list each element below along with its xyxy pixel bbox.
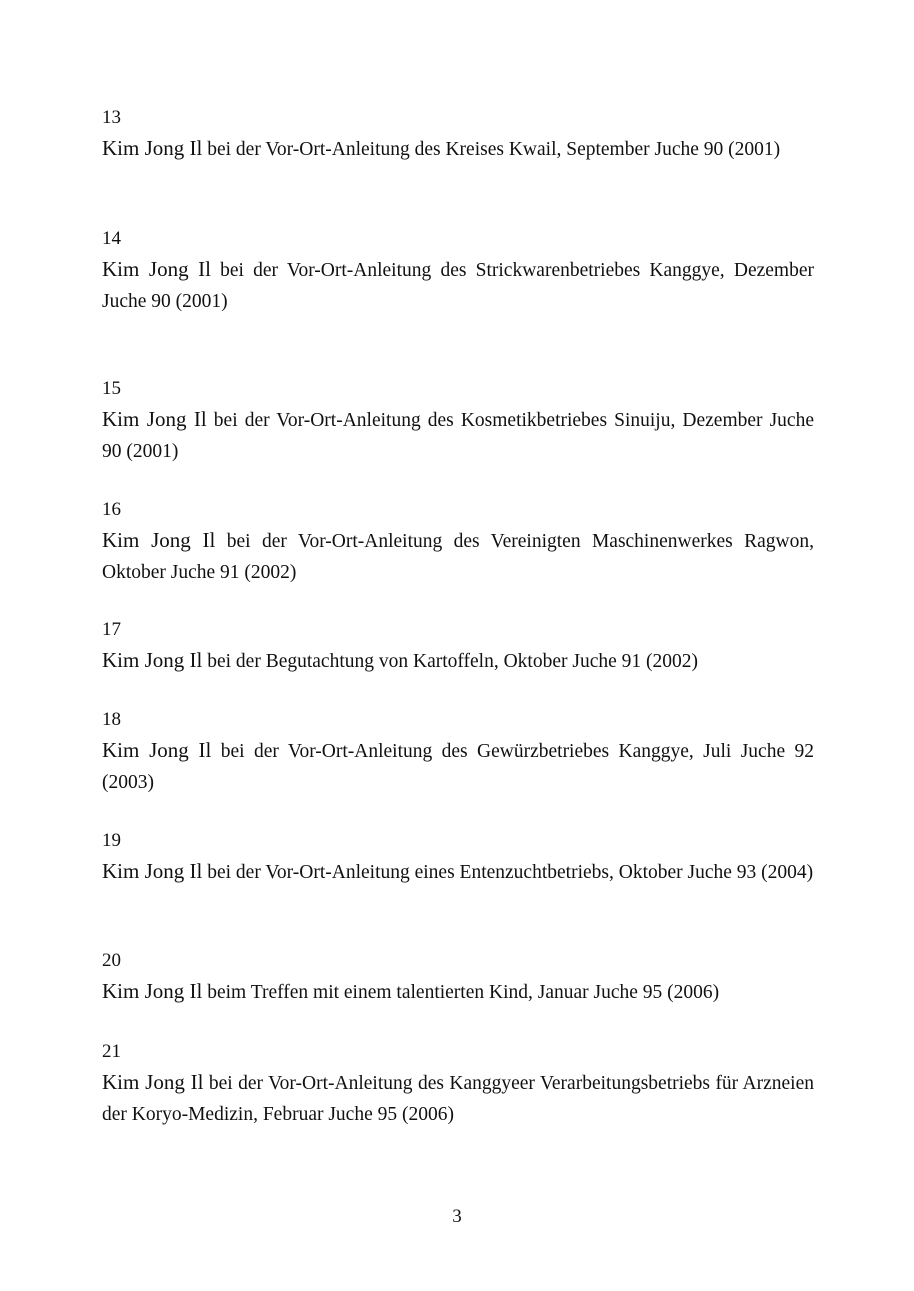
caption-entry-20 [102, 946, 814, 1008]
caption-lead: Kim Jong Il [102, 528, 216, 552]
caption-lead: Kim Jong Il [102, 257, 211, 281]
caption-entry-15 [102, 374, 814, 467]
caption-rest: bei der Vor-Ort-Anleitung des Gewürzbetriebes Kanggye, Juli Juche 92 (2003) [102, 741, 814, 793]
caption-rest: bei der Begutachtung von Kartoffeln, Oktober Juche 91 (2002) [202, 651, 699, 672]
caption-entry-13 [102, 103, 814, 165]
caption-entry-17 [102, 615, 814, 677]
caption-number: 21 [102, 1041, 121, 1062]
caption-text [102, 645, 814, 677]
caption-text [102, 1067, 814, 1130]
caption-lead: Kim Jong Il [102, 407, 207, 431]
caption-rest: beim Treffen mit einem talentierten Kind, Januar Juche 95 (2006) [202, 982, 720, 1003]
caption-number: 17 [102, 619, 121, 640]
caption-entry-18 [102, 705, 814, 798]
page-number: 3 [452, 1206, 462, 1227]
caption-entry-14 [102, 224, 814, 317]
caption-lead: Kim Jong Il [102, 136, 203, 160]
caption-entry-16 [102, 495, 814, 588]
caption-number: 20 [102, 950, 121, 971]
caption-lead: Kim Jong Il [102, 648, 203, 672]
caption-entry-19 [102, 826, 814, 888]
caption-text [102, 735, 814, 798]
caption-text [102, 254, 814, 317]
caption-text [102, 856, 814, 888]
caption-number: 19 [102, 830, 121, 851]
caption-lead: Kim Jong Il [102, 738, 212, 762]
caption-number: 14 [102, 228, 121, 249]
caption-number: 18 [102, 709, 121, 730]
caption-rest: bei der Vor-Ort-Anleitung des Vereinigten Maschinenwerkes Ragwon, Oktober Juche 91 (2002) [102, 531, 814, 583]
caption-text [102, 404, 814, 467]
caption-lead: Kim Jong Il [102, 979, 203, 1003]
caption-number: 16 [102, 499, 121, 520]
caption-text [102, 133, 814, 165]
caption-text [102, 976, 814, 1008]
caption-rest: bei der Vor-Ort-Anleitung des Kosmetikbetriebes Sinuiju, Dezember Juche 90 (2001) [102, 410, 814, 462]
caption-rest: bei der Vor-Ort-Anleitung eines Entenzuchtbetriebs, Oktober Juche 93 (2004) [202, 862, 814, 883]
caption-lead: Kim Jong Il [102, 1070, 204, 1094]
caption-rest: bei der Vor-Ort-Anleitung des Strickwarenbetriebes Kanggye, Dezember Juche 90 (2001) [102, 260, 814, 312]
caption-number: 13 [102, 107, 121, 128]
caption-number: 15 [102, 378, 121, 399]
caption-rest: bei der Vor-Ort-Anleitung des Kanggyeer Verarbeitungsbetriebs für Arzneien der Koryo-Medizin, Februar Juche 95 (2006) [102, 1073, 814, 1125]
caption-lead: Kim Jong Il [102, 859, 203, 883]
caption-entry-21 [102, 1037, 814, 1130]
caption-text [102, 525, 814, 588]
caption-rest: bei der Vor-Ort-Anleitung des Kreises Kwail, September Juche 90 (2001) [202, 139, 781, 160]
